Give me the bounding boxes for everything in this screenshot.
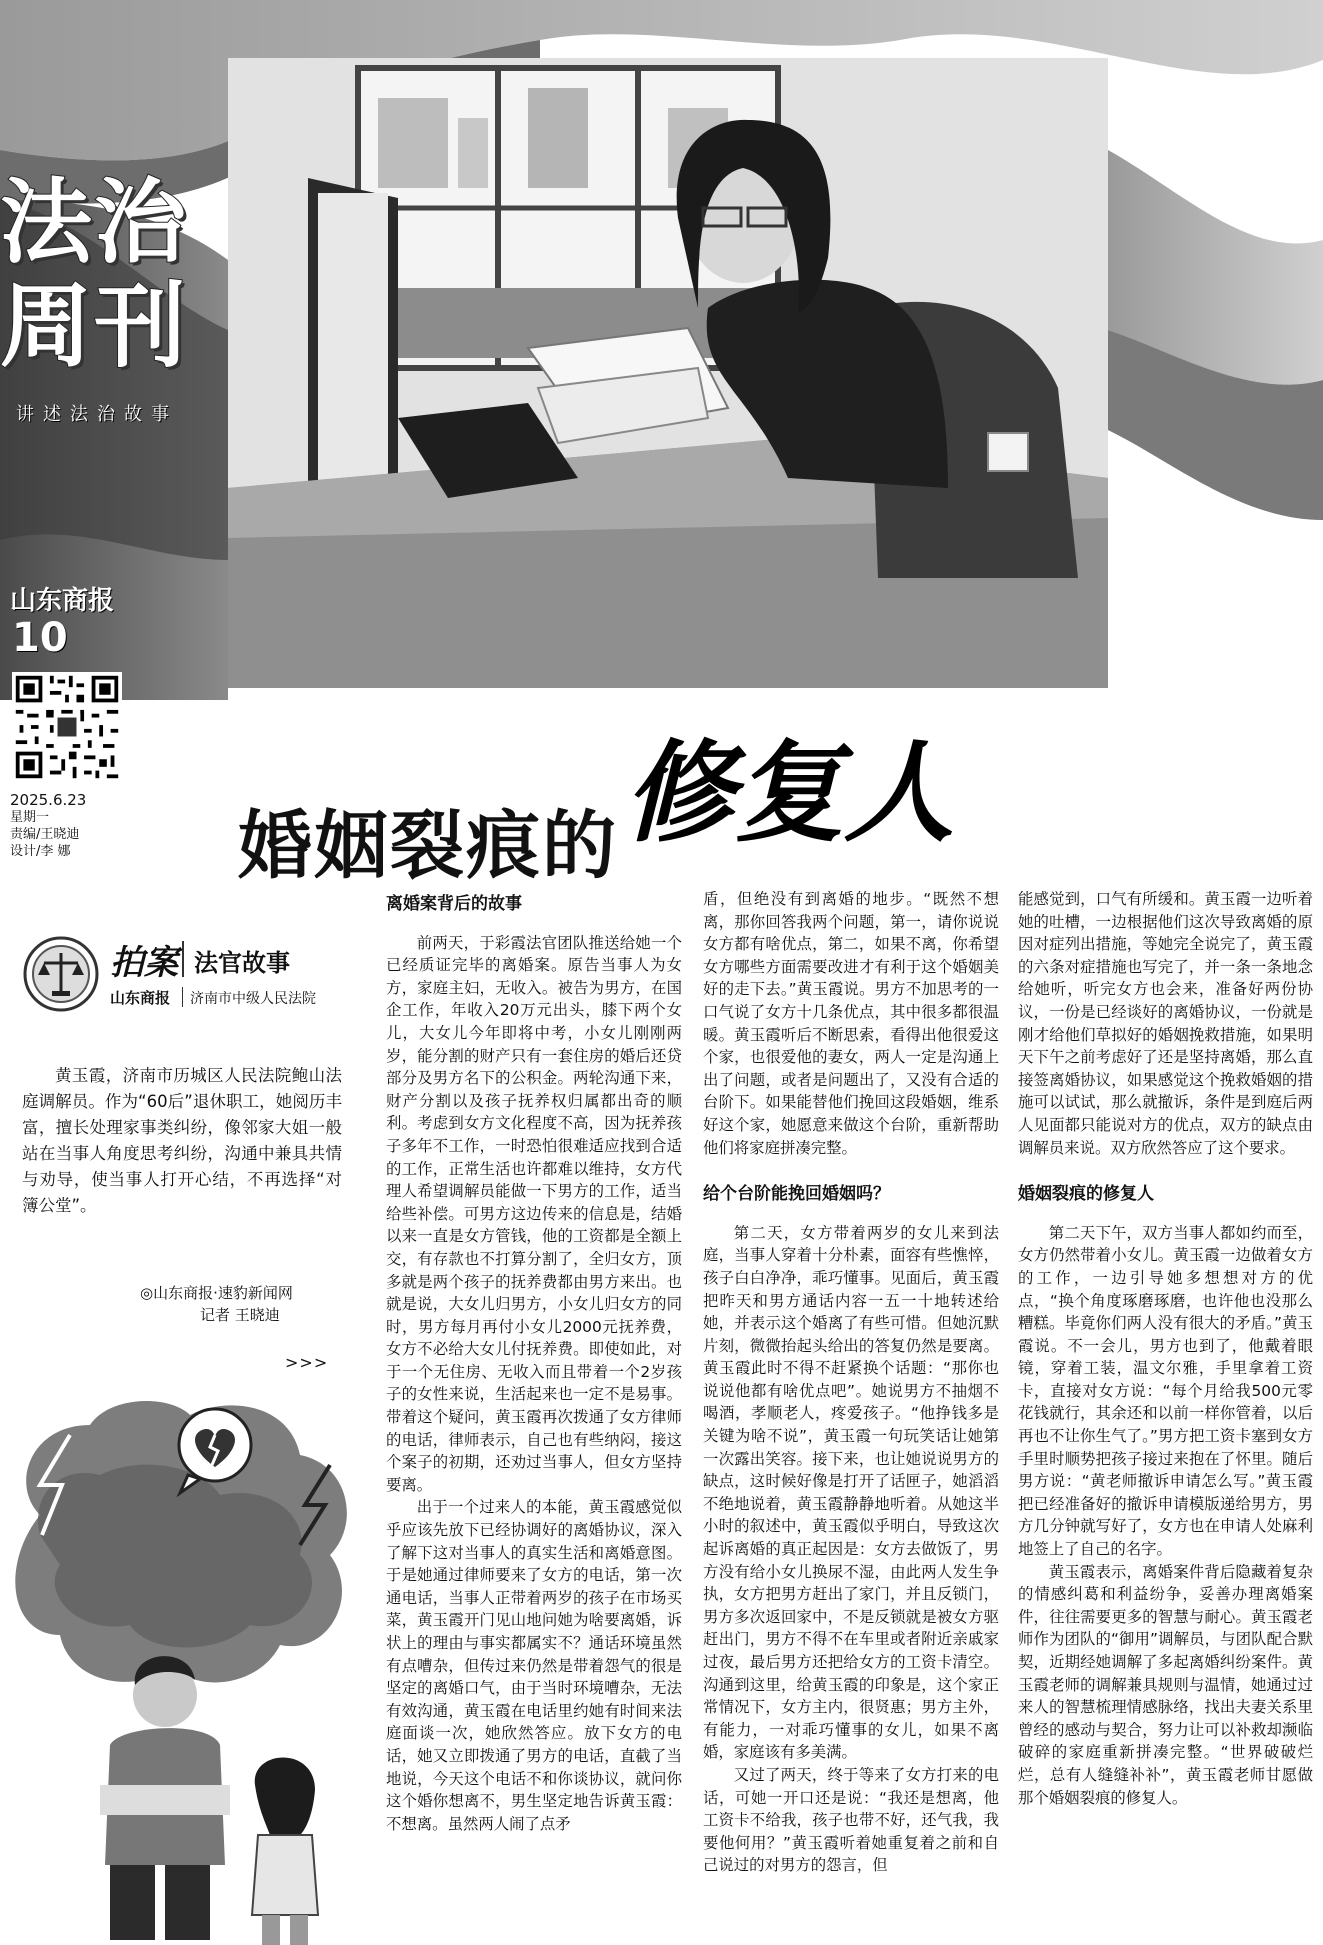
column-badge [22, 935, 342, 1023]
masthead [0, 170, 225, 426]
article-column-1 [386, 887, 682, 1835]
source-line: ◎山东商报·速豹新闻网 [140, 1284, 293, 1302]
page-number: 10 [12, 615, 68, 661]
mediator-photo [228, 58, 1108, 688]
headline-part1: 婚姻裂痕的 [238, 803, 618, 889]
court-emblem-icon [22, 935, 100, 1013]
lead-paragraph [22, 1063, 342, 1219]
section-heading-2: 给个台阶能挽回婚姻吗？ [703, 1184, 890, 1205]
issue-weekday: 星期一 [10, 810, 50, 825]
section-heading-1: 离婚案背后的故事 [386, 894, 522, 914]
col3-paragraph-2: 第二天下午，双方当事人都如约而至，女方仍然带着小女儿。黄玉霞一边做着女方的工作，一边引导她多想想对方的优点，“换个角度琢磨琢磨，也许他也没那么糟糕。毕竟你们两人没有很大的矛盾。”黄玉霞说。不一会儿，男方也到了，他戴着眼镜，穿着工装，温文尔雅，手里拿着工资卡，直接对女方说：“每个月给我500元零花钱就行，其余还和以前一样你管着，以后再也不让你生气了。”男方把工资卡塞到女方手里时顺势把孩子接过来抱在了怀里。随后男方说：“黄老师撤诉申请怎么写。”黄玉霞把已经准备好的撤诉申请模版递给男方，男方几分钟就写好了，女方也在申请人处麻利地签上了自己的名字。 [1018, 1223, 1313, 1559]
headline [238, 728, 954, 903]
issue-designer: 设计/李 娜 [10, 844, 71, 859]
col3-paragraph-1: 能感觉到，口气有所缓和。黄玉霞一边听着她的吐槽，一边根据他们这次导致离婚的原因对症列出措施，等她完全说完了，黄玉霞的六条对症措施也写完了，并一条一条地念给她听，听完女方也会来，准备好两份协议，一份是已经谈好的离婚协议，一份就是刚才给他们草拟好的婚姻挽救措施，如果明天下午之前考虑好了还是坚持离婚，那么直接签离婚协议，如果感觉这个挽救婚姻的措施可以试试，那么就撤诉，条件是到庭后两人见面都只能说对方的优点，双方的缺点由调解员来说。双方欣然答应了这个要求。 [1018, 890, 1313, 1157]
couple-illustration [0, 1395, 380, 1945]
reporter-line: 记者 王晓迪 [200, 1306, 280, 1324]
col1-paragraph-1: 前两天，于彩霞法官团队推送给她一个已经质证完毕的离婚案。原告当事人为女方，家庭主妇，无收入。被告为男方，在国企工作，年收入20万元出头，膝下两个女儿，大女儿今年即将中考，小女儿刚刚两岁，能分割的财产只有一套住房的婚后还贷部分及男方名下的公积金。两轮沟通下来，财产分割以及孩子抚养权归属都出奇的顺利。考虑到女方文化程度不高，因为抚养孩子多年不工作，一时恐怕很难适应找到合适的工作，正常生活也许都难以维持，女方代理人希望调解员能做一下男方的工作，适当给些补偿。可男方这边传来的信息是，结婚以来一直是女方管钱，他的工资都是全额上交，有存款也不打算分割了，全归女方，顶多就是两个孩子的抚养费都由男方来出。也就是说，大女儿归男方，小女儿归女方的同时，男方每月再付小女儿2000元抚养费，女方不必给大女儿付抚养费。即使如此，对于一个无住房、无收入而且带着一个2岁孩子的女性来说，生活起来也一定不是易事。带着这个疑问，黄玉霞再次拨通了女方律师的电话，律师表示，自己也有些纳闷，接这个案子的初期，还劝过当事人，但女方坚持要离。 [386, 933, 682, 1494]
partner-newspaper: 山东商报 [110, 989, 171, 1007]
newspaper-name: 山东商报 [10, 586, 115, 616]
col3-paragraph-3: 黄玉霞表示，离婚案件背后隐藏着复杂的情感纠葛和利益纷争，妥善办理离婚案件，往往需要更多的智慧与耐心。黄玉霞老师作为团队的“御用”调解员，与团队配合默契，近期经她调解了多起离婚纠纷案件。黄玉霞老师的调解兼具规则与温情，她通过过来人的智慧梳理情感脉络，找出夫妻关系里曾经的感动与契合，努力让可以补救却濒临破碎的家庭重新拼凑完整。“世界破破烂烂，总有人缝缝补补”，黄玉霞老师甘愿做那个婚姻裂痕的修复人。 [1018, 1562, 1313, 1807]
section-heading-3: 婚姻裂痕的修复人 [1018, 1184, 1154, 1205]
col2-paragraph-1: 盾，但绝没有到离婚的地步。“既然不想离，那你回答我两个问题，第一，请你说说女方都有啥优点，第二，如果不离，你希望女方哪些方面需要改进才有利于这个婚姻美好的走下去。”黄玉霞说。男方不加思考的一口气说了女方十几条优点，其中很多都很温暖。黄玉霞听后不断思索，看得出他很爱这个家，也很爱他的妻女，两人一定是沟通上出了问题，或者是问题出了，又没有合适的台阶下。如果能替他们挽回这段婚姻，维系好这个家，她愿意来做这个台阶，重新帮助他们将家庭拼凑完整。 [703, 890, 999, 1157]
article-column-3 [1018, 888, 1313, 1809]
article-column-2 [703, 888, 999, 1877]
column-subtitle: 法官故事 [194, 949, 290, 977]
col1-paragraph-2: 出于一个过来人的本能，黄玉霞感觉似乎应该先放下已经协调好的离婚协议，深入了解下这对当事人的真实生活和离婚意图。于是她通过律师要来了女方的电话，第一次通电话，当事人正带着两岁的孩子在市场买菜，黄玉霞开门见山地问她为啥要离婚，诉状上的理由与事实都属实不？通话环境虽然有点嘈杂，但传过来仍然是带着怨气的很是坚定的离婚口气，由于当时环境嘈杂，无法有效沟通，黄玉霞在电话里约她有时间来法庭面谈一次，她欣然答应。放下女方的电话，她又立即拨通了男方的电话，直截了当地说，今天这个电话不和你谈协议，就问你这个婚你想离不，男生坚定地告诉黄玉霞：不想离。虽然两人闹了点矛 [386, 1498, 682, 1833]
col2-paragraph-2: 第二天，女方带着两岁的女儿来到法庭，当事人穿着十分朴素，面容有些憔悴，孩子白白净净，乖巧懂事。见面后，黄玉霞把昨天和男方通话内容一五一十地转述给她，并表示这个婚离了有些可惜。但她沉默片刻，微微抬起头给出的答复仍然是要离。黄玉霞此时不得不赶紧换个话题：“那你也说说他都有啥优点吧”。她说男方不抽烟不喝酒，孝顺老人，疼爱孩子。“他挣钱多是关键为啥不说”，黄玉霞一句玩笑话让她第一次露出笑容。接下来，也让她说说男方的缺点，这时候好像是打开了话匣子，她滔滔不绝地说着，黄玉霞静静地听着。从她这半小时的叙述中，黄玉霞似乎明白，导致这次起诉离婚的真正起因是：女方去做饭了，男方没有给小女儿换尿不湿，由此两人发生争执，女方把男方赶出了家门，并且反锁门，男方多次返回家中，不是反锁就是被女方驱赶出门，男方不得不在车里或者附近亲戚家过夜，最后男方还把给女方的工资卡清空。沟通到这里，给黄玉霞的印象是，这个家正常情况下，女方主内，很贤惠；男方主外，有能力，一对乖巧懂事的女儿，如果不离婚，家庭该有多美满。 [703, 1223, 999, 1762]
issue-date: 2025.6.23 [10, 791, 87, 809]
byline [140, 1282, 293, 1326]
partner-court: 济南市中级人民法院 [190, 991, 316, 1007]
column-name: 拍案 [110, 943, 178, 983]
masthead-subtitle: 讲述法治故事 [16, 404, 178, 425]
lead-text: 黄玉霞，济南市历城区人民法院鲍山法庭调解员。作为“60后”退休职工，她阅历丰富，擅长处理家事类纠纷，像邻家大姐一般站在当事人角度思考纠纷，沟通中兼具共情与劝导，使当事人打开心结，不再选择“对簿公堂”。 [22, 1066, 342, 1215]
issue-meta [10, 792, 86, 860]
masthead-title-line1: 法治 [0, 168, 189, 276]
masthead-title-line2: 周刊 [0, 272, 189, 380]
issue-editor: 责编/王晓迪 [10, 827, 80, 842]
qr-code-icon[interactable] [12, 672, 122, 782]
headline-part2: 修复人 [624, 728, 954, 857]
arrows-decoration: >>> [285, 1353, 329, 1372]
col2-paragraph-3: 又过了两天，终于等来了女方打来的电话，可她一开口还是说：“我还是想离，他工资卡不给我，孩子也带不好，还气我，我要他何用？”黄玉霞听着她重复着之前和自己说过的对男方的怨言，但 [703, 1765, 999, 1875]
